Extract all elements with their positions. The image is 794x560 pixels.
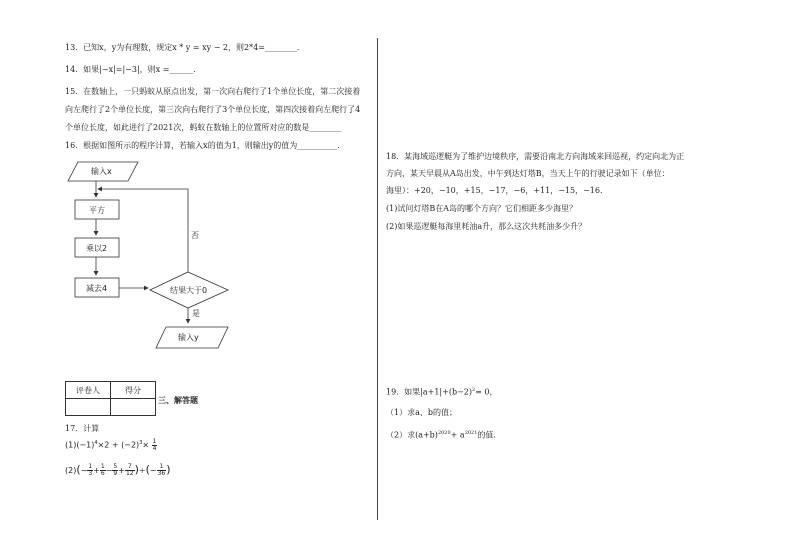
question-19: 19．如果$|a+1|+(b-2)^2= 0$， bbox=[386, 387, 498, 397]
question-17-part1 bbox=[65, 438, 157, 452]
square-label: 平方 bbox=[89, 206, 105, 215]
question-18-part1: (1)试问灯塔B在A岛的哪个方向？它们相距多少海里？ bbox=[386, 204, 577, 213]
question-19-part1: （1）求a、b的值； bbox=[386, 408, 457, 417]
question-13: 13．已知x，y为有理数，规定x * y = xy − 2，则2*4=________． bbox=[65, 43, 305, 52]
question-15-line1: 15．在数轴上，一只蚂蚁从原点出发，第一次向右爬行了1个单位长度，第二次接着 bbox=[65, 87, 361, 96]
question-18-part2: (2)如果巡逻艇每海里耗油a升，那么这次共耗油多少升？ bbox=[386, 222, 587, 231]
question-17: 17．计算 bbox=[65, 424, 100, 433]
yes-label: 是 bbox=[192, 309, 200, 318]
q17-1-pre: (1)(−1) bbox=[65, 440, 95, 450]
score-cell bbox=[111, 399, 156, 416]
times2-label: 乘以2 bbox=[86, 244, 108, 253]
score-table bbox=[65, 381, 156, 416]
question-18-line3: 海里）：+20，−10，+15，−17，−6，+11，−15，−16． bbox=[386, 186, 608, 195]
section-heading: 三、解答题 bbox=[158, 396, 198, 405]
output-y-label: 输入y bbox=[178, 333, 199, 342]
score-header: 得分 bbox=[111, 382, 156, 399]
no-label: 否 bbox=[191, 231, 199, 240]
minus4-label: 减去4 bbox=[86, 284, 108, 293]
question-16: 16．根据如图所示的程序计算，若输入x的值为1，则输出y的值为__________． bbox=[65, 141, 346, 150]
q17-1-fraction: $\frac{1}{4}$ bbox=[152, 437, 157, 452]
question-18-line1: 18．某海域巡逻艇为了维护边境秩序，需要沿南北方向海域来回巡视，约定向北为正 bbox=[386, 152, 685, 161]
q17-1-exp2: 3 bbox=[139, 440, 143, 446]
q17-1-times: × bbox=[142, 440, 150, 450]
question-18-line2: 方向，某天早晨从A岛出发，中午到达灯塔B，当天上午的行驶记录如下（单位： bbox=[386, 169, 670, 178]
q17-1-exp1: 4 bbox=[94, 440, 98, 446]
input-x-label: 输入x bbox=[91, 167, 112, 176]
decision-label: 结果大于0 bbox=[170, 286, 208, 295]
q17-1-mid: ×2 + (−2) bbox=[97, 440, 140, 450]
question-19-part2: （2）求$(a+b)^{2020}+ a^{2021}$的值. bbox=[386, 430, 496, 440]
question-15-line3: 个单位长度，如此进行了2021次，蚂蚁在数轴上的位置所对应的数是________ bbox=[65, 123, 342, 132]
question-17-part2: (2)(− $\frac{1}{3}$ + $\frac{1}{6}$ − $\frac{5}{9}$ + $\frac{7}{12}$ )÷(− $\frac{1}{36}$ ) bbox=[65, 463, 171, 477]
question-14: 14．如果|−x|=|−3|，则x =______． bbox=[65, 65, 202, 74]
question-15-line2: 向左爬行了2个单位长度，第三次向右爬行了3个单位长度，第四次接着向左爬行了4 bbox=[65, 105, 361, 114]
grader-header: 评卷人 bbox=[66, 382, 111, 399]
column-divider bbox=[377, 38, 378, 520]
q17-2-pre: (2) bbox=[65, 466, 77, 475]
grader-cell bbox=[66, 399, 111, 416]
